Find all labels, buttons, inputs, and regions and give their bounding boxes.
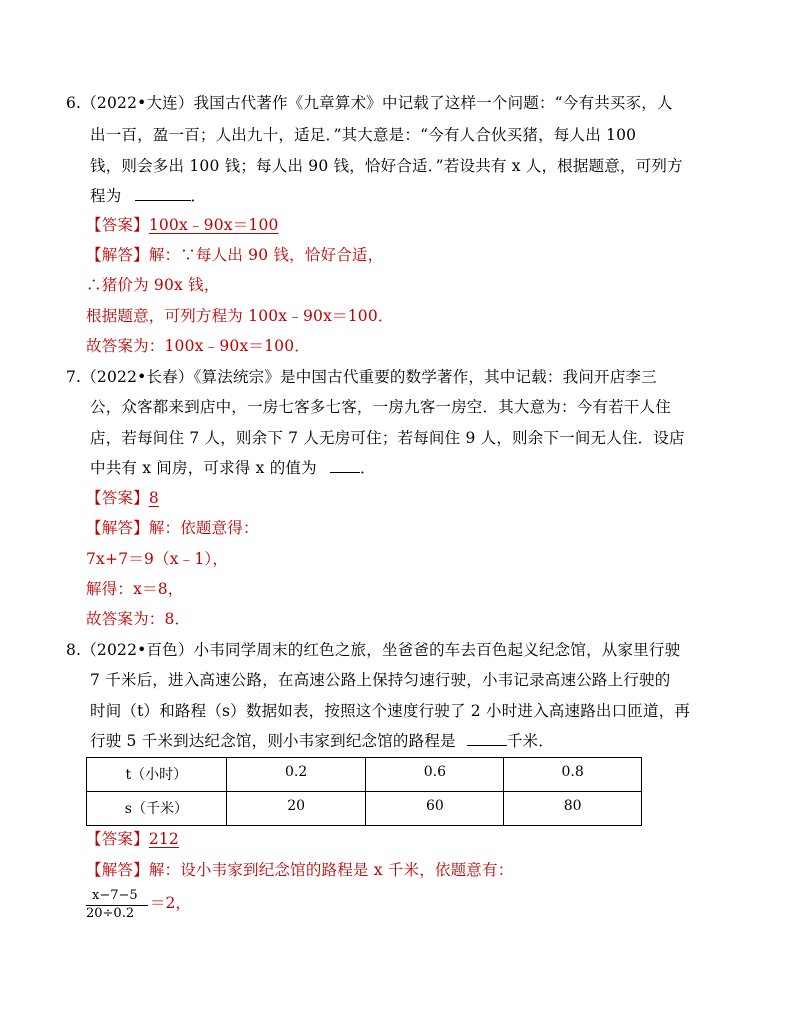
q6-line-4-text: 程为	[90, 187, 122, 205]
q7-line-4-end: ．	[359, 459, 376, 477]
table-cell: 20	[226, 792, 366, 826]
fraction-numerator: x−7−5	[92, 888, 138, 903]
table-row	[87, 758, 642, 792]
q6-solution-text-1: 解：∵每人出 90 钱，恰好合适，	[148, 246, 384, 264]
table-cell: 0.8	[504, 758, 642, 792]
q6-solution-1	[86, 244, 383, 266]
q7-solution-1	[86, 517, 259, 539]
q7-line-2: 公，众客都来到店中，一房七客多七客，一房九客一房空．其大意为：今有若干人住	[90, 398, 671, 416]
q8-answer-label: 【答案】	[86, 830, 149, 848]
q7-line-4	[90, 457, 376, 479]
q8-answer	[86, 828, 179, 850]
q7-solution-2: 7x+7＝9（x﹣1），	[86, 550, 229, 568]
table-cell: 0.6	[366, 758, 504, 792]
q7-solution-3: 解得：x＝8，	[86, 580, 184, 598]
table-cell: s（千米）	[87, 792, 227, 826]
q8-line-4	[90, 730, 554, 752]
q7-solution-label: 【解答】	[86, 519, 149, 537]
q6-answer-blank	[135, 186, 191, 201]
q8-solution-label: 【解答】	[86, 861, 149, 879]
q8-line-3: 时间（t）和路程（s）数据如表，按照这个速度行驶了 2 小时进入高速路出口匝道，再	[90, 702, 691, 720]
q6-line-2: 出一百，盈一百；人出九十，适足．”其大意是：“今有人合伙买猪，每人出 100	[90, 126, 637, 144]
q7-solution-text-1: 解：依题意得：	[148, 519, 259, 537]
q6-line-4-end: ．	[190, 187, 207, 205]
q8-solution-text-1: 解：设小韦家到纪念馆的路程是 x 千米，依题意有：	[148, 861, 514, 879]
q7-answer-label: 【答案】	[86, 489, 149, 507]
q8-line-4-text: 行驶 5 千米到达纪念馆，则小韦家到纪念馆的路程是	[90, 732, 456, 750]
q8-data-table	[86, 757, 642, 826]
q8-fraction	[86, 888, 148, 922]
q8-fraction-equals: ＝2，	[150, 894, 191, 912]
q6-answer	[86, 214, 279, 236]
q8-line-4-end: 千米．	[506, 732, 554, 750]
table-cell: t（小时）	[87, 758, 227, 792]
q6-answer-value: 100x﹣90x＝100	[148, 216, 279, 234]
q6-solution-4: 故答案为：100x﹣90x＝100．	[86, 337, 310, 355]
q6-answer-label: 【答案】	[86, 216, 149, 234]
q8-answer-blank	[467, 731, 507, 746]
q6-line-3: 钱，则会多出 100 钱；每人出 90 钱，恰好合适．”若设共有 x 人，根据题意，可列方	[90, 157, 683, 175]
q8-line-2: 7 千米后，进入高速公路，在高速公路上保持匀速行驶，小韦记录高速公路上行驶的	[90, 671, 671, 689]
q6-solution-2: ∴猪价为 90x 钱，	[86, 276, 220, 294]
q6-solution-3: 根据题意，可列方程为 100x﹣90x＝100．	[86, 307, 394, 325]
q7-answer	[86, 487, 159, 509]
table-cell: 80	[504, 792, 642, 826]
q6-line-4	[90, 185, 206, 207]
q8-answer-value: 212	[148, 830, 179, 848]
q7-line-4-text: 中共有 x 间房，可求得 x 的值为	[90, 459, 317, 477]
q8-line-1: 8.（2022•百色）小韦同学周末的红色之旅，坐爸爸的车去百色起义纪念馆，从家里行驶	[66, 641, 681, 659]
fraction-denominator: 20÷0.2	[86, 906, 135, 921]
table-row	[87, 792, 642, 826]
q7-answer-value: 8	[148, 489, 159, 507]
q8-solution-1	[86, 859, 513, 881]
q7-line-3: 店，若每间住 7 人，则余下 7 人无房可住；若每间住 9 人，则余下一间无人住．设店	[90, 429, 685, 447]
q6-solution-label: 【解答】	[86, 246, 149, 264]
q6-line-1: 6.（2022•大连）我国古代著作《九章算术》中记载了这样一个问题：“今有共买豕，人	[66, 94, 673, 112]
q7-solution-4: 故答案为：8．	[86, 610, 191, 628]
table-cell: 0.2	[226, 758, 366, 792]
q7-answer-blank	[330, 458, 360, 473]
table-cell: 60	[366, 792, 504, 826]
q7-line-1: 7.（2022•长春）《算法统宗》是中国古代重要的数学著作，其中记载：我问开店李三	[66, 368, 657, 386]
